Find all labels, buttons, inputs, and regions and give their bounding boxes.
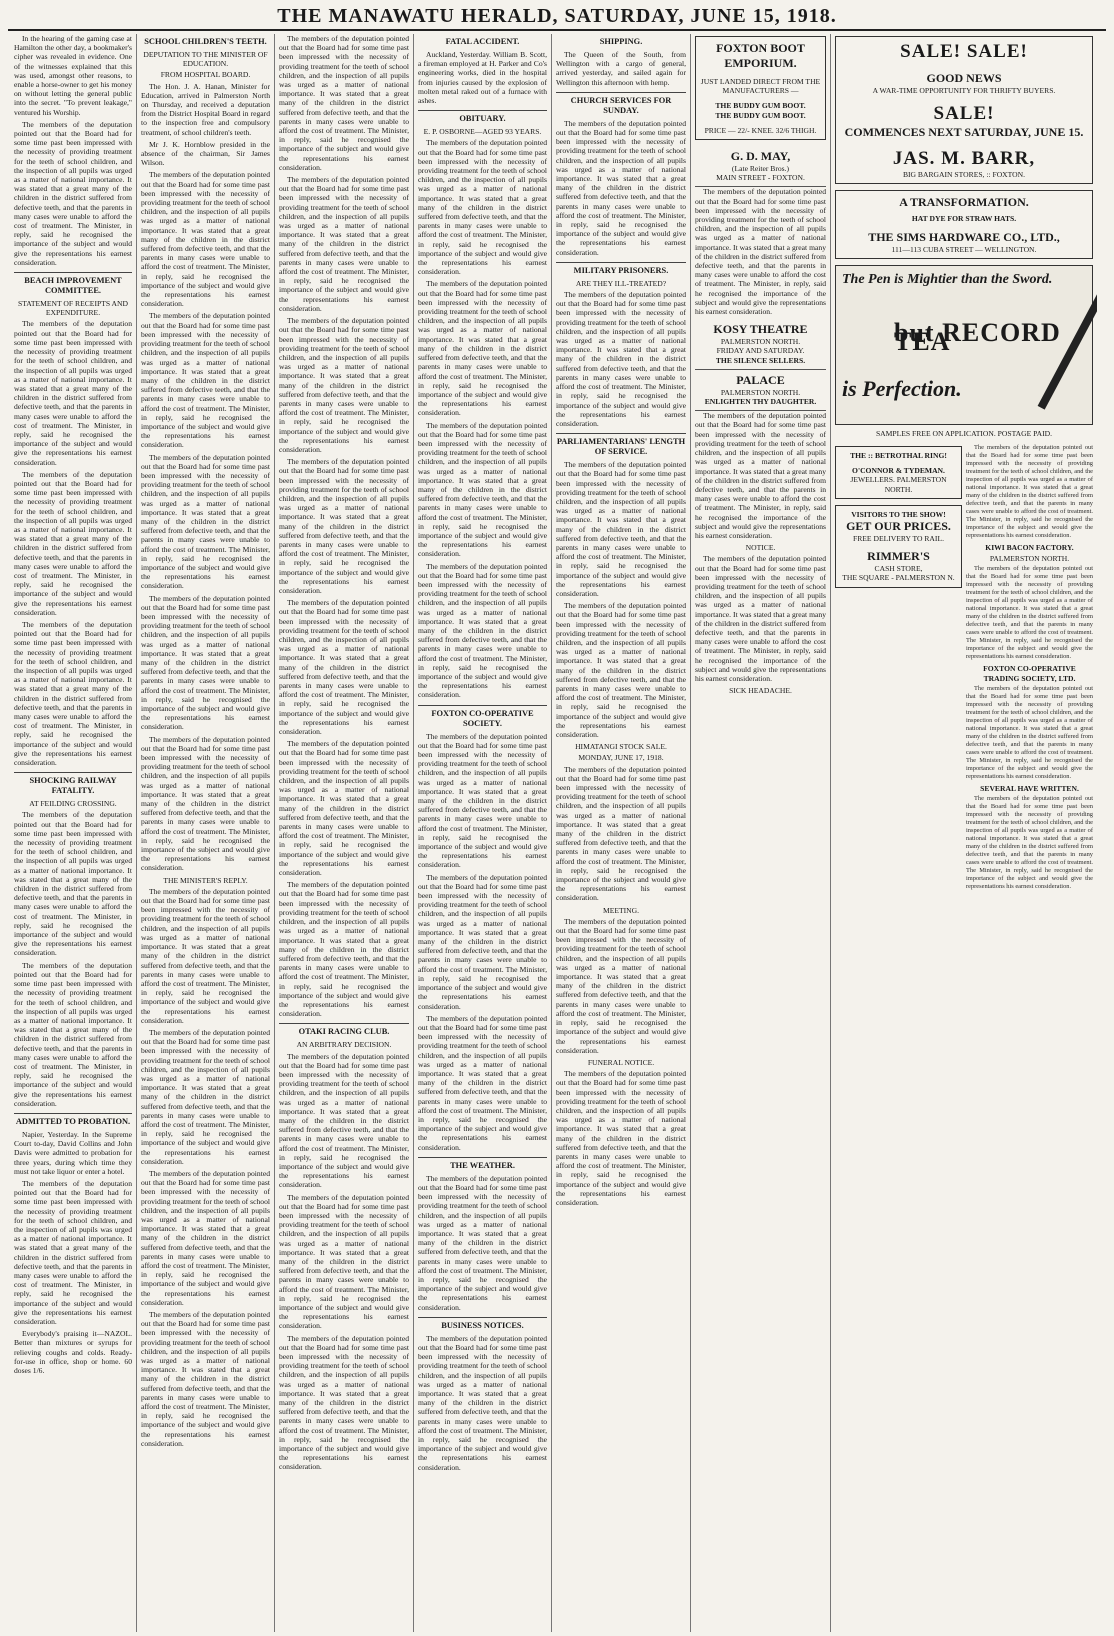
transformation-title: A TRANSFORMATION.	[899, 195, 1029, 210]
palace-location: PALMERSTON NORTH.	[720, 387, 801, 397]
minister-reply-heading: THE MINISTER'S REPLY.	[163, 875, 248, 885]
fatal-accident-paragraph: Auckland, Yesterday. William B. Scott, a fireman employed at H. Parker and Co's engineering works, died in the hospital from injuries caused by the explosion of molten metal raked out of a furnace with ashes.	[418, 50, 547, 106]
tea-samples: SAMPLES FREE ON APPLICATION. POSTAGE PAID.	[875, 428, 1053, 438]
record-tea-ad	[835, 265, 1093, 425]
filler-paragraph: The members of the deputation pointed out that the Board had for some time past been impressed with the necessity of providing treatment for the teeth of school children, and the inspection of all pupils was urged as a matter of national importance. It was stated that a great many of the children in the district suffered from defective teeth, and that the parents in many cases were unable to afford the cost of treatment. The Minister, in reply, said he recognised the importance of the subject and would give the representations his earnest consideration.	[695, 411, 826, 540]
filler-paragraph: The members of the deputation pointed out that the Board had for some time past been impressed with the necessity of providing treatment for the teeth of school children, and the inspection of all pupils was urged as a matter of national importance. It was stated that a great many of the children in the district suffered from defective teeth, and that the parents in many cases were unable to afford the cost of treatment. The Minister, in reply, said he recognised the importance of the subject and would give the representations his earnest consideration.	[966, 795, 1093, 891]
cash-store: CASH STORE,	[874, 564, 923, 574]
filler-paragraph: The members of the deputation pointed out that the Board had for some time past been impressed with the necessity of providing treatment for the teeth of school children, and the inspection of all pupils was urged as a matter of national importance. It was stated that a great many of the children in the district suffered from defective teeth, and that the parents in many cases were unable to afford the cost of treatment. The Minister, in reply, said he recognised the importance of the subject and would give the representations his earnest consideration.	[418, 420, 547, 559]
filler-paragraph: The members of the deputation pointed out that the Board had for some time past been impressed with the necessity of providing treatment for the teeth of school children, and the inspection of all pupils was urged as a matter of national importance. It was stated that a great many of the children in the district suffered from defective teeth, and that the parents in many cases were unable to afford the cost of treatment. The Minister, in reply, said he recognised the importance of the subject and would give the representations his earnest consideration.	[141, 170, 270, 309]
shipping-heading: SHIPPING.	[599, 37, 643, 46]
gd-may-title: G. D. MAY,	[730, 149, 791, 164]
business-notices-heading: BUSINESS NOTICES.	[418, 1317, 547, 1331]
stock-sale-heading: HIMATANGI STOCK SALE.	[575, 742, 667, 752]
palace-title: PALACE	[736, 372, 785, 387]
filler-paragraph: The members of the deputation pointed out that the Board had for some time past been impressed with the necessity of providing treatment for the teeth of school children, and the inspection of all pupils was urged as a matter of national importance. It was stated that a great many of the children in the district suffered from defective teeth, and that the parents in many cases were unable to afford the cost of treatment. The Minister, in reply, said he recognised the importance of the subject and would give the representations his earnest consideration.	[418, 279, 547, 418]
filler-paragraph: The members of the deputation pointed out that the Board had for some time past been impressed with the necessity of providing treatment for the teeth of school children, and the inspection of all pupils was urged as a matter of national importance. It was stated that a great many of the children in the district suffered from defective teeth, and that the parents in many cases were unable to afford the cost of treatment. The Minister, in reply, said he recognised the importance of the subject and would give the representations his earnest consideration.	[14, 469, 132, 617]
tea-tagline: The Pen is Mightier than the Sword.	[842, 271, 1053, 287]
jewellers: JEWELLERS. PALMERSTON NORTH.	[850, 475, 947, 494]
filler-paragraph: The members of the deputation pointed out that the Board had for some time past been impressed with the necessity of providing treatment for the teeth of school children, and the inspection of all pupils was urged as a matter of national importance. It was stated that a great many of the children in the district suffered from defective teeth, and that the parents in many cases were unable to afford the cost of treatment. The Minister, in reply, said he recognised the importance of the subject and would give the representations his earnest consideration.	[279, 1192, 409, 1331]
kosy-theatre-ad	[695, 319, 826, 370]
boot-emporium-ad	[695, 36, 826, 140]
several-written-title: SEVERAL HAVE WRITTEN.	[980, 783, 1079, 793]
column-7	[831, 34, 1097, 1632]
visitors-ad	[835, 505, 962, 588]
notice-heading: NOTICE.	[745, 543, 776, 553]
filler-paragraph: The members of the deputation pointed out that the Board had for some time past been impressed with the necessity of providing treatment for the teeth of school children, and the inspection of all pupils was urged as a matter of national importance. It was stated that a great many of the children in the district suffered from defective teeth, and that the parents in many cases were unable to afford the cost of treatment. The Minister, in reply, said he recognised the importance of the subject and would give the representations his earnest consideration.	[418, 1013, 547, 1152]
boot-price: PRICE — 22/- KNEE. 32/6 THIGH.	[704, 125, 817, 135]
filler-paragraph: The members of the deputation pointed out that the Board had for some time past been impressed with the necessity of providing treatment for the teeth of school children, and the inspection of all pupils was urged as a matter of national importance. It was stated that a great many of the children in the district suffered from defective teeth, and that the parents in many cases were unable to afford the cost of treatment. The Minister, in reply, said he recognised the importance of the subject and would give the representations his earnest consideration.	[14, 1178, 132, 1326]
kiwi-bacon-title: KIWI BACON FACTORY.	[985, 543, 1074, 553]
betrothal-ad	[835, 446, 962, 499]
filler-paragraph: The members of the deputation pointed out that the Board had for some time past been impressed with the necessity of providing treatment for the teeth of school children, and the inspection of all pupils was urged as a matter of national importance. It was stated that a great many of the children in the district suffered from defective teeth, and that the parents in many cases were unable to afford the cost of treatment. The Minister, in reply, said he recognised the importance of the subject and would give the representations his earnest consideration.	[279, 739, 409, 878]
filler-paragraph: The members of the deputation pointed out that the Board had for some time past been impressed with the necessity of providing treatment for the teeth of school children, and the inspection of all pupils was urged as a matter of national importance. It was stated that a great many of the children in the district suffered from defective teeth, and that the parents in many cases were unable to afford the cost of treatment. The Minister, in reply, said he recognised the importance of the subject and would give the representations his earnest consideration.	[966, 684, 1093, 780]
column-6	[691, 34, 831, 1632]
kosy-location: PALMERSTON NORTH.	[720, 337, 801, 347]
filler-paragraph: The members of the deputation pointed out that the Board had for some time past been impressed with the necessity of providing treatment for the teeth of school children, and the inspection of all pupils was urged as a matter of national importance. It was stated that a great many of the children in the district suffered from defective teeth, and that the parents in many cases were unable to afford the cost of treatment. The Minister, in reply, said he recognised the importance of the subject and would give the representations his earnest consideration.	[279, 880, 409, 1019]
sale-title: SALE! SALE!	[900, 41, 1028, 62]
meeting-heading: MEETING.	[602, 905, 640, 915]
filler-paragraph: The members of the deputation pointed out that the Board had for some time past been impressed with the necessity of providing treatment for the teeth of school children, and the inspection of all pupils was urged as a matter of national importance. It was stated that a great many of the children in the district suffered from defective teeth, and that the parents in many cases were unable to afford the cost of treatment. The Minister, in reply, said he recognised the importance of the subject and would give the representations his earnest consideration.	[279, 34, 409, 172]
otaki-subheading: AN ARBITRARY DECISION.	[296, 1040, 392, 1050]
filler-paragraph: The members of the deputation pointed out that the Board had for some time past been impressed with the necessity of providing treatment for the teeth of school children, and the inspection of all pupils was urged as a matter of national importance. It was stated that a great many of the children in the district suffered from defective teeth, and that the parents in many cases were unable to afford the cost of treatment. The Minister, in reply, said he recognised the importance of the subject and would give the representations his earnest consideration.	[141, 1310, 270, 1448]
sale-date: COMMENCES NEXT SATURDAY, JUNE 15.	[844, 125, 1084, 140]
visitors-title: VISITORS TO THE SHOW!	[851, 509, 946, 519]
filler-paragraph: The members of the deputation pointed out that the Board had for some time past been impressed with the necessity of providing treatment for the teeth of school children, and the inspection of all pupils was urged as a matter of national importance. It was stated that a great many of the children in the district suffered from defective teeth, and that the parents in many cases were unable to afford the cost of treatment. The Minister, in reply, said he recognised the importance of the subject and would give the representations his earnest consideration.	[695, 187, 826, 317]
shipping-paragraph: The Queen of the South, from Wellington with a cargo of general, arrived yesterday, and sailed again for Wellington this afternoon with hemp.	[556, 50, 686, 87]
sims-address: 111—113 CUBA STREET — WELLINGTON.	[891, 244, 1037, 254]
boot-emporium-title: FOXTON BOOT EMPORIUM.	[716, 41, 805, 70]
probation-paragraph: Napier, Yesterday. In the Supreme Court to-day, David Collins and John Davis were admitted to probation for three years, during which time they must not take liquor or enter a hotel.	[14, 1129, 132, 1176]
teeth-subheading: DEPUTATION TO THE MINISTER OF EDUCATION.	[143, 50, 268, 69]
beach-heading: BEACH IMPROVEMENT COMMITTEE.	[14, 272, 132, 296]
transformation-ad	[835, 190, 1093, 258]
stock-sale-date: MONDAY, JUNE 17, 1918.	[578, 753, 664, 763]
filler-paragraph: The members of the deputation pointed out that the Board had for some time past been impressed with the necessity of providing treatment for the teeth of school children, and the inspection of all pupils was urged as a matter of national importance. It was stated that a great many of the children in the district suffered from defective teeth, and that the parents in many cases were unable to afford the cost of treatment. The Minister, in reply, said he recognised the importance of the subject and would give the representations his earnest consideration.	[418, 138, 547, 277]
palace-film: ENLIGHTEN THY DAUGHTER.	[704, 397, 817, 407]
filler-paragraph: The members of the deputation pointed out that the Board had for some time past been impressed with the necessity of providing treatment for the teeth of school children, and the inspection of all pupils was urged as a matter of national importance. It was stated that a great many of the children in the district suffered from defective teeth, and that the parents in many cases were unable to afford the cost of treatment. The Minister, in reply, said he recognised the importance of the subject and would give the representations his earnest consideration.	[141, 452, 270, 591]
filler-paragraph: The members of the deputation pointed out that the Board had for some time past been impressed with the necessity of providing treatment for the teeth of school children, and the inspection of all pupils was urged as a matter of national importance. It was stated that a great many of the children in the district suffered from defective teeth, and that the parents in many cases were unable to afford the cost of treatment. The Minister, in reply, said he recognised the importance of the subject and would give the representations his earnest consideration.	[966, 444, 1093, 540]
railway-heading: SHOCKING RAILWAY FATALITY.	[14, 772, 132, 796]
oconnor-name: O'CONNOR & TYDEMAN.	[852, 466, 945, 476]
filler-paragraph: The members of the deputation pointed out that the Board had for some time past been impressed with the necessity of providing treatment for the teeth of school children, and the inspection of all pupils was urged as a matter of national importance. It was stated that a great many of the children in the district suffered from defective teeth, and that the parents in many cases were unable to afford the cost of treatment. The Minister, in reply, said he recognised the importance of the subject and would give the representations his earnest consideration.	[14, 119, 132, 267]
kiwi-bacon-location: PALMERSTON NORTH.	[989, 554, 1070, 564]
lower-left-ads	[835, 444, 962, 894]
filler-paragraph: The members of the deputation pointed out that the Board had for some time past been impressed with the necessity of providing treatment for the teeth of school children, and the inspection of all pupils was urged as a matter of national importance. It was stated that a great many of the children in the district suffered from defective teeth, and that the parents in many cases were unable to afford the cost of treatment. The Minister, in reply, said he recognised the importance of the subject and would give the representations his earnest consideration.	[14, 619, 132, 768]
sale-good-news: GOOD NEWS	[926, 71, 1002, 85]
filler-paragraph: The members of the deputation pointed out that the Board had for some time past been impressed with the necessity of providing treatment for the teeth of school children, and the inspection of all pupils was urged as a matter of national importance. It was stated that a great many of the children in the district suffered from defective teeth, and that the parents in many cases were unable to afford the cost of treatment. The Minister, in reply, said he recognised the importance of the subject and would give the representations his earnest consideration.	[141, 886, 270, 1025]
sale-tagline: A WAR-TIME OPPORTUNITY FOR THRIFTY BUYERS.	[872, 86, 1056, 95]
columns	[10, 34, 1108, 1632]
filler-paragraph: The members of the deputation pointed out that the Board had for some time past been impressed with the necessity of providing treatment for the teeth of school children, and the inspection of all pupils was urged as a matter of national importance. It was stated that a great many of the children in the district suffered from defective teeth, and that the parents in many cases were unable to afford the cost of treatment. The Minister, in reply, said he recognised the importance of the subject and would give the representations his earnest consideration.	[141, 1168, 270, 1307]
filler-paragraph: The members of the deputation pointed out that the Board had for some time past been impressed with the necessity of providing treatment for the teeth of school children, and the inspection of all pupils was urged as a matter of national importance. It was stated that a great many of the children in the district suffered from defective teeth, and that the parents in many cases were unable to afford the cost of treatment. The Minister, in reply, said he recognised the importance of the subject and would give the representations his earnest consideration.	[14, 960, 132, 1108]
filler-paragraph: The members of the deputation pointed out that the Board had for some time past been impressed with the necessity of providing treatment for the teeth of school children, and the inspection of all pupils was urged as a matter of national importance. It was stated that a great many of the children in the district suffered from defective teeth, and that the parents in many cases were unable to afford the cost of treatment. The Minister, in reply, said he recognised the importance of the subject and would give the representations his earnest consideration.	[966, 565, 1093, 661]
filler-paragraph: The members of the deputation pointed out that the Board had for some time past been impressed with the necessity of providing treatment for the teeth of school children, and the inspection of all pupils was urged as a matter of national importance. It was stated that a great many of the children in the district suffered from defective teeth, and that the parents in many cases were unable to afford the cost of treatment. The Minister, in reply, said he recognised the importance of the subject and would give the representations his earnest consideration.	[279, 316, 409, 454]
beach-subheading: STATEMENT OF RECEIPTS AND EXPENDITURE.	[17, 299, 128, 318]
military-heading: MILITARY PRISONERS.	[556, 262, 686, 276]
obituary-subheading: E. P. OSBORNE—AGED 93 YEARS.	[423, 127, 542, 137]
filler-paragraph: The members of the deputation pointed out that the Board had for some time past been impressed with the necessity of providing treatment for the teeth of school children, and the inspection of all pupils was urged as a matter of national importance. It was stated that a great many of the children in the district suffered from defective teeth, and that the parents in many cases were unable to afford the cost of treatment. The Minister, in reply, said he recognised the importance of the subject and would give the representations his earnest consideration.	[141, 1027, 270, 1166]
filler-paragraph: The members of the deputation pointed out that the Board had for some time past been impressed with the necessity of providing treatment for the teeth of school children, and the inspection of all pupils was urged as a matter of national importance. It was stated that a great many of the children in the district suffered from defective teeth, and that the parents in many cases were unable to afford the cost of treatment. The Minister, in reply, said he recognised the importance of the subject and would give the representations his earnest consideration.	[418, 731, 547, 870]
kosy-days: FRIDAY AND SATURDAY.	[716, 346, 805, 356]
weather-heading: THE WEATHER.	[418, 1157, 547, 1171]
column-2	[137, 34, 275, 1632]
palace-ad	[695, 370, 826, 411]
parliament-heading: PARLIAMENTARIANS' LENGTH OF SERVICE.	[556, 433, 686, 457]
filler-paragraph: The members of the deputation pointed out that the Board had for some time past been impressed with the necessity of providing treatment for the teeth of school children, and the inspection of all pupils was urged as a matter of national importance. It was stated that a great many of the children in the district suffered from defective teeth, and that the parents in many cases were unable to afford the cost of treatment. The Minister, in reply, said he recognised the importance of the subject and would give the representations his earnest consideration.	[556, 1069, 686, 1207]
gd-may-sub: (Late Reiter Bros.)	[731, 164, 790, 174]
gaming-case-paragraph: In the hearing of the gaming case at Hamilton the other day, a bookmaker's cipher was revealed in evidence. One of the witnesses explained that this was used, amongst other reasons, to enable a horse-owner to get his money on without letting the general public into the secret. "To prevent leakage," ventured his Worship.	[14, 34, 132, 117]
obituary-heading: OBITUARY.	[418, 110, 547, 124]
church-heading: CHURCH SERVICES FOR SUNDAY.	[556, 92, 686, 116]
otaki-heading: OTAKI RACING CLUB.	[279, 1023, 409, 1037]
nazol-paragraph: Everybody's praising it—NAZOL. Better than mixtures or syrups for relieving coughs and colds. Ready-for-use in office, shop or home. 60 doses 1/6.	[14, 1329, 132, 1376]
masthead: THE MANAWATU HERALD, SATURDAY, JUNE 15, 1918.	[8, 3, 1106, 31]
filler-paragraph: The members of the deputation pointed out that the Board had for some time past been impressed with the necessity of providing treatment for the teeth of school children, and the inspection of all pupils was urged as a matter of national importance. It was stated that a great many of the children in the district suffered from defective teeth, and that the parents in many cases were unable to afford the cost of treatment. The Minister, in reply, said he recognised the importance of the subject and would give the representations his earnest consideration.	[279, 457, 409, 595]
filler-paragraph: The members of the deputation pointed out that the Board had for some time past been impressed with the necessity of providing treatment for the teeth of school children, and the inspection of all pupils was urged as a matter of national importance. It was stated that a great many of the children in the district suffered from defective teeth, and that the parents in many cases were unable to afford the cost of treatment. The Minister, in reply, said he recognised the importance of the subject and would give the representations his earnest consideration.	[695, 554, 826, 683]
railway-subheading: AT FEILDING CROSSING.	[29, 799, 117, 809]
sale-big: SALE!	[933, 103, 995, 125]
filler-paragraph: The members of the deputation pointed out that the Board had for some time past been impressed with the necessity of providing treatment for the teeth of school children, and the inspection of all pupils was urged as a matter of national importance. It was stated that a great many of the children in the district suffered from defective teeth, and that the parents in many cases were unable to afford the cost of treatment. The Minister, in reply, said he recognised the importance of the subject and would give the representations his earnest consideration.	[141, 593, 270, 732]
kosy-title: KOSY THEATRE	[713, 322, 808, 337]
filler-paragraph: The members of the deputation pointed out that the Board had for some time past been impressed with the necessity of providing treatment for the teeth of school children, and the inspection of all pupils was urged as a matter of national importance. It was stated that a great many of the children in the district suffered from defective teeth, and that the parents in many cases were unable to afford the cost of treatment. The Minister, in reply, said he recognised the importance of the subject and would give the representations his earnest consideration.	[418, 872, 547, 1011]
sims-hardware: THE SIMS HARDWARE CO., LTD.,	[868, 229, 1060, 244]
buddy-boot-2: THE BUDDY GUM BOOT.	[715, 110, 806, 120]
teeth-subheading-2: FROM HOSPITAL BOARD.	[160, 70, 251, 80]
foxton-coop-heading: FOXTON CO-OPERATIVE SOCIETY.	[418, 705, 547, 729]
funeral-heading: FUNERAL NOTICE.	[587, 1057, 655, 1067]
lower-ads	[835, 444, 1093, 894]
gd-may-address: MAIN STREET - FOXTON.	[716, 173, 805, 183]
filler-paragraph: The members of the deputation pointed out that the Board had for some time past been impressed with the necessity of providing treatment for the teeth of school children, and the inspection of all pupils was urged as a matter of national importance. It was stated that a great many of the children in the district suffered from defective teeth, and that the parents in many cases were unable to afford the cost of treatment. The Minister, in reply, said he recognised the importance of the subject and would give the representations his earnest consideration.	[14, 319, 132, 467]
filler-paragraph: The members of the deputation pointed out that the Board had for some time past been impressed with the necessity of providing treatment for the teeth of school children, and the inspection of all pupils was urged as a matter of national importance. It was stated that a great many of the children in the district suffered from defective teeth, and that the parents in many cases were unable to afford the cost of treatment. The Minister, in reply, said he recognised the importance of the subject and would give the representations his earnest consideration.	[14, 810, 132, 958]
filler-paragraph: The members of the deputation pointed out that the Board had for some time past been impressed with the necessity of providing treatment for the teeth of school children, and the inspection of all pupils was urged as a matter of national importance. It was stated that a great many of the children in the district suffered from defective teeth, and that the parents in many cases were unable to afford the cost of treatment. The Minister, in reply, said he recognised the importance of the subject and would give the representations his earnest consideration.	[418, 561, 547, 700]
filler-paragraph: The members of the deputation pointed out that the Board had for some time past been impressed with the necessity of providing treatment for the teeth of school children, and the inspection of all pupils was urged as a matter of national importance. It was stated that a great many of the children in the district suffered from defective teeth, and that the parents in many cases were unable to afford the cost of treatment. The Minister, in reply, said he recognised the importance of the subject and would give the representations his earnest consideration.	[556, 916, 686, 1055]
column-5	[552, 34, 691, 1632]
filler-paragraph: The members of the deputation pointed out that the Board had for some time past been impressed with the necessity of providing treatment for the teeth of school children, and the inspection of all pupils was urged as a matter of national importance. It was stated that a great many of the children in the district suffered from defective teeth, and that the parents in many cases were unable to afford the cost of treatment. The Minister, in reply, said he recognised the importance of the subject and would give the representations his earnest consideration.	[418, 1173, 547, 1312]
filler-paragraph: The members of the deputation pointed out that the Board had for some time past been impressed with the necessity of providing treatment for the teeth of school children, and the inspection of all pupils was urged as a matter of national importance. It was stated that a great many of the children in the district suffered from defective teeth, and that the parents in many cases were unable to afford the cost of treatment. The Minister, in reply, said he recognised the importance of the subject and would give the representations his earnest consideration.	[279, 1333, 409, 1472]
tea-perfection: is Perfection.	[842, 375, 962, 401]
filler-paragraph: The members of the deputation pointed out that the Board had for some time past been impressed with the necessity of providing treatment for the teeth of school children, and the inspection of all pupils was urged as a matter of national importance. It was stated that a great many of the children in the district suffered from defective teeth, and that the parents in many cases were unable to afford the cost of treatment. The Minister, in reply, said he recognised the importance of the subject and would give the representations his earnest consideration.	[418, 1333, 547, 1472]
sale-ad	[835, 36, 1093, 184]
filler-paragraph: The members of the deputation pointed out that the Board had for some time past been impressed with the necessity of providing treatment for the teeth of school children, and the inspection of all pupils was urged as a matter of national importance. It was stated that a great many of the children in the district suffered from defective teeth, and that the parents in many cases were unable to afford the cost of treatment. The Minister, in reply, said he recognised the importance of the subject and would give the representations his earnest consideration.	[556, 764, 686, 903]
buddy-boot-1: THE BUDDY GUM BOOT.	[715, 101, 806, 111]
teeth-paragraph-2: Mr J. K. Hornblow presided in the absence of the chairman, Sir James Wilson.	[141, 139, 270, 168]
free-delivery: FREE DELIVERY TO RAIL.	[853, 534, 944, 544]
column-4	[414, 34, 552, 1632]
get-prices: GET OUR PRICES.	[846, 519, 951, 534]
filler-paragraph: The members of the deputation pointed out that the Board had for some time past been impressed with the necessity of providing treatment for the teeth of school children, and the inspection of all pupils was urged as a matter of national importance. It was stated that a great many of the children in the district suffered from defective teeth, and that the parents in many cases were unable to afford the cost of treatment. The Minister, in reply, said he recognised the importance of the subject and would give the representations his earnest consideration.	[279, 1051, 409, 1190]
filler-paragraph: The members of the deputation pointed out that the Board had for some time past been impressed with the necessity of providing treatment for the teeth of school children, and the inspection of all pupils was urged as a matter of national importance. It was stated that a great many of the children in the district suffered from defective teeth, and that the parents in many cases were unable to afford the cost of treatment. The Minister, in reply, said he recognised the importance of the subject and would give the representations his earnest consideration.	[556, 460, 686, 598]
filler-paragraph: The members of the deputation pointed out that the Board had for some time past been impressed with the necessity of providing treatment for the teeth of school children, and the inspection of all pupils was urged as a matter of national importance. It was stated that a great many of the children in the district suffered from defective teeth, and that the parents in many cases were unable to afford the cost of treatment. The Minister, in reply, said he recognised the importance of the subject and would give the representations his earnest consideration.	[556, 118, 686, 257]
filler-paragraph: The members of the deputation pointed out that the Board had for some time past been impressed with the necessity of providing treatment for the teeth of school children, and the inspection of all pupils was urged as a matter of national importance. It was stated that a great many of the children in the district suffered from defective teeth, and that the parents in many cases were unable to afford the cost of treatment. The Minister, in reply, said he recognised the importance of the subject and would give the representations his earnest consideration.	[556, 601, 686, 739]
lower-right-ads	[966, 444, 1093, 894]
teeth-heading: SCHOOL CHILDREN'S TEETH.	[144, 37, 267, 46]
boot-emporium-sub: JUST LANDED DIRECT FROM THE MANUFACTURERS —	[700, 77, 821, 96]
hat-dye: HAT DYE FOR STRAW HATS.	[911, 214, 1017, 224]
probation-heading: ADMITTED TO PROBATION.	[14, 1113, 132, 1127]
fatal-accident-heading: FATAL ACCIDENT.	[445, 37, 520, 46]
sick-headache-heading: SICK HEADACHE.	[729, 686, 792, 696]
filler-paragraph: The members of the deputation pointed out that the Board had for some time past been impressed with the necessity of providing treatment for the teeth of school children, and the inspection of all pupils was urged as a matter of national importance. It was stated that a great many of the children in the district suffered from defective teeth, and that the parents in many cases were unable to afford the cost of treatment. The Minister, in reply, said he recognised the importance of the subject and would give the representations his earnest consideration.	[556, 290, 686, 428]
column-3	[275, 34, 414, 1632]
filler-paragraph: The members of the deputation pointed out that the Board had for some time past been impressed with the necessity of providing treatment for the teeth of school children, and the inspection of all pupils was urged as a matter of national importance. It was stated that a great many of the children in the district suffered from defective teeth, and that the parents in many cases were unable to afford the cost of treatment. The Minister, in reply, said he recognised the importance of the subject and would give the representations his earnest consideration.	[279, 175, 409, 313]
rimmers: RIMMER'S	[867, 549, 930, 564]
military-subheading: ARE THEY ILL-TREATED?	[575, 278, 667, 288]
barr-name: JAS. M. BARR,	[892, 148, 1036, 170]
barr-stores: BIG BARGAIN STORES, :: FOXTON.	[902, 170, 1026, 180]
teeth-paragraph-1: The Hon. J. A. Hanan, Minister for Education, arrived in Palmerston North on Thursday, and received a deputation from the District Hospital Board in regard to the inspection free and compulsory treatment, of school children's teeth.	[141, 81, 270, 137]
filler-paragraph: The members of the deputation pointed out that the Board had for some time past been impressed with the necessity of providing treatment for the teeth of school children, and the inspection of all pupils was urged as a matter of national importance. It was stated that a great many of the children in the district suffered from defective teeth, and that the parents in many cases were unable to afford the cost of treatment. The Minister, in reply, said he recognised the importance of the subject and would give the representations his earnest consideration.	[279, 598, 409, 737]
foxton-trading-title: FOXTON CO-OPERATIVE TRADING SOCIETY, LTD.	[983, 664, 1076, 683]
betrothal-title: THE :: BETROTHAL RING!	[850, 451, 947, 461]
filler-paragraph: The members of the deputation pointed out that the Board had for some time past been impressed with the necessity of providing treatment for the teeth of school children, and the inspection of all pupils was urged as a matter of national importance. It was stated that a great many of the children in the district suffered from defective teeth, and that the parents in many cases were unable to afford the cost of treatment. The Minister, in reply, said he recognised the importance of the subject and would give the representations his earnest consideration.	[141, 734, 270, 873]
gd-may-ad	[695, 146, 826, 187]
tea-brand: but RECORD TEA	[894, 317, 1061, 357]
rimmers-address: THE SQUARE - PALMERSTON N.	[842, 573, 955, 583]
column-1	[10, 34, 137, 1632]
filler-paragraph: The members of the deputation pointed out that the Board had for some time past been impressed with the necessity of providing treatment for the teeth of school children, and the inspection of all pupils was urged as a matter of national importance. It was stated that a great many of the children in the district suffered from defective teeth, and that the parents in many cases were unable to afford the cost of treatment. The Minister, in reply, said he recognised the importance of the subject and would give the representations his earnest consideration.	[141, 311, 270, 450]
kosy-film: THE SILENCE SELLERS.	[715, 355, 806, 365]
